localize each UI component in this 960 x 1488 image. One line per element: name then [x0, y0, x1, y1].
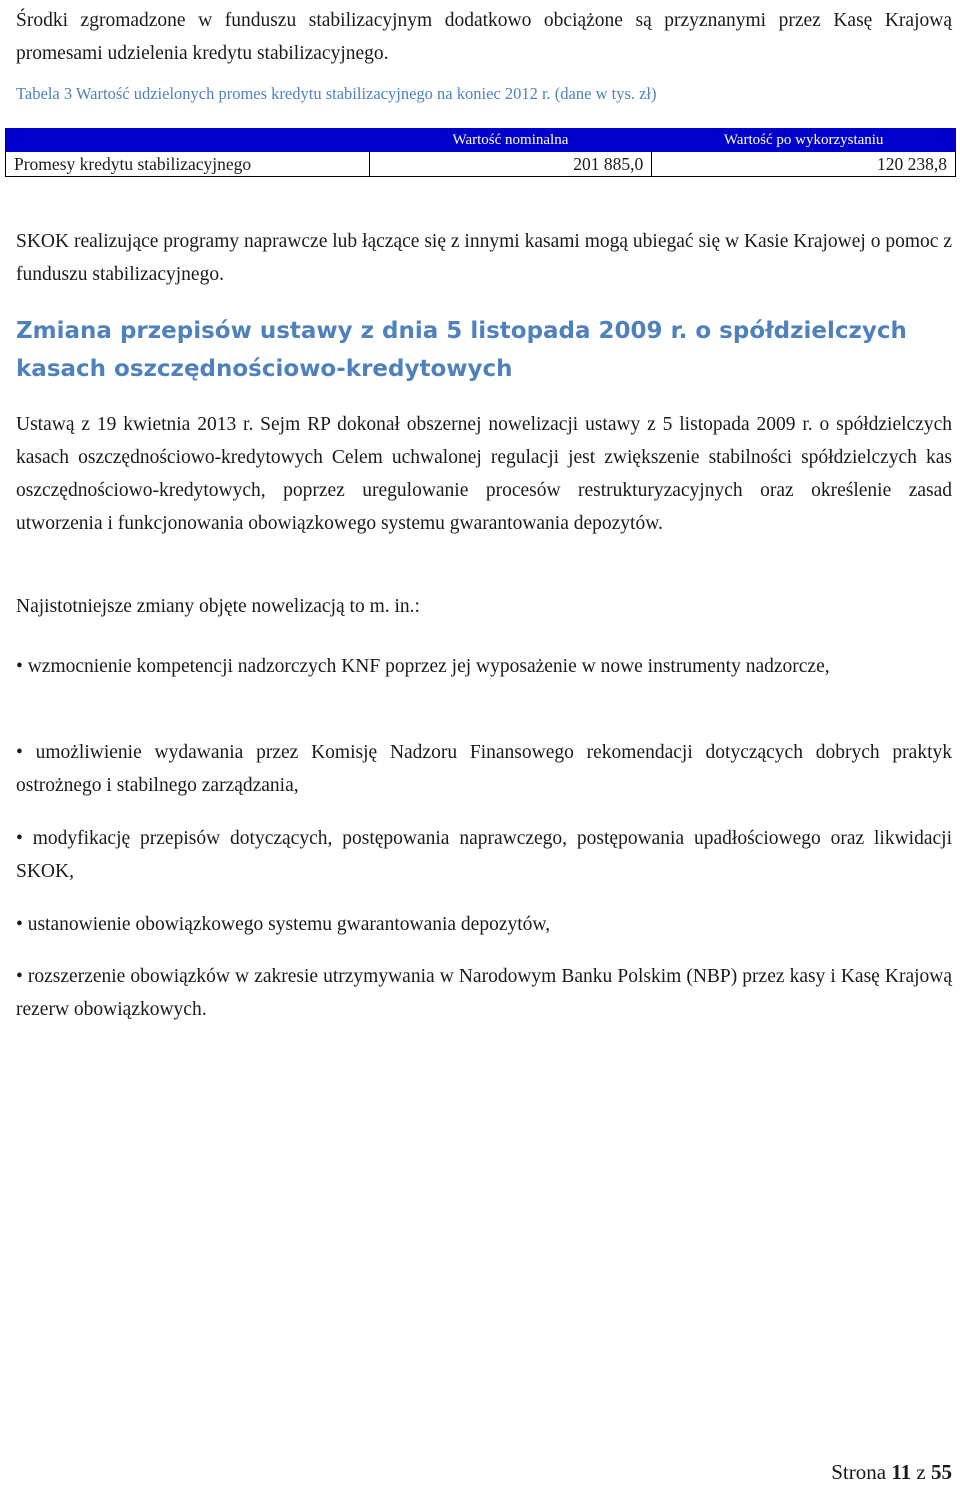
skok-paragraph: SKOK realizujące programy naprawcze lub łączące się z innymi kasami mogą ubiegać się w Kasie Krajowej o pomoc z funduszu stabilizacyjnego.	[16, 231, 952, 285]
list-item	[16, 822, 952, 888]
bullet-icon: •	[16, 742, 23, 763]
table-header-empty	[6, 129, 370, 152]
table-cell-label: Promesy kredytu stabilizacyjnego	[6, 152, 370, 177]
changes-intro: Najistotniejsze zmiany objęte nowelizacją to m. in.:	[16, 596, 420, 617]
list-item	[16, 650, 952, 683]
list-item-text: wzmocnienie kompetencji nadzorczych KNF poprzez jej wyposażenie w nowe instrumenty nadzorcze,	[27, 656, 830, 677]
page-number-total: 55	[931, 1460, 952, 1484]
page-number-current: 11	[891, 1460, 912, 1484]
table-caption: Tabela 3 Wartość udzielonych promes kredytu stabilizacyjnego na koniec 2012 r. (dane w tys. zł)	[16, 84, 657, 103]
table-header-row	[6, 129, 956, 152]
bullet-icon: •	[16, 914, 23, 935]
list-item-text: rozszerzenie obowiązków w zakresie utrzymywania w Narodowym Banku Polskim (NBP) przez kasy i Kasę Krajową rezerw obowiązkowych.	[16, 966, 953, 1020]
page-number	[831, 1460, 952, 1485]
page-number-sep: z	[916, 1460, 926, 1484]
section-heading: Zmiana przepisów ustawy z dnia 5 listopada 2009 r. o spółdzielczych kasach oszczędnościowo-kredytowych	[16, 318, 907, 382]
amendment-paragraph: Ustawą z 19 kwietnia 2013 r. Sejm RP dokonał obszernej nowelizacji ustawy z 5 listopada 2009 r. o spółdzielczych kasach oszczędnościowo-kredytowych Celem uchwalonej regulacji jest zwiększenie stabilności spółdzielczych kas oszczędnościowo-kredytowych, poprzez uregulowanie procesów restrukturyzacyjnych oraz określenie zasad utworzenia i funkcjonowania obowiązkowego systemu gwarantowania depozytów.	[16, 414, 952, 534]
promesy-table	[5, 128, 956, 177]
table-cell-nominal: 201 885,0	[369, 152, 652, 177]
bullet-icon: •	[16, 966, 23, 987]
list-item-text: umożliwienie wydawania przez Komisję Nadzoru Finansowego rekomendacji dotyczących dobrych praktyk ostrożnego i stabilnego zarządzania,	[16, 742, 952, 796]
page-number-label: Strona	[831, 1460, 887, 1484]
table-header-after-use: Wartość po wykorzystaniu	[652, 129, 956, 152]
list-item-text: ustanowienie obowiązkowego systemu gwarantowania depozytów,	[27, 914, 551, 935]
list-item	[16, 908, 952, 941]
intro-paragraph: Środki zgromadzone w funduszu stabilizacyjnym dodatkowo obciążone są przyznanymi przez Kasę Krajową promesami udzielenia kredytu stabilizacyjnego.	[16, 10, 952, 64]
list-item	[16, 736, 952, 802]
bullet-icon: •	[16, 828, 23, 849]
list-item-text: modyfikację przepisów dotyczących, postępowania naprawczego, postępowania upadłościowego oraz likwidacji SKOK,	[16, 828, 952, 882]
table-cell-after-use: 120 238,8	[652, 152, 956, 177]
bullet-icon: •	[16, 656, 23, 677]
list-item	[16, 960, 952, 1026]
table-header-nominal: Wartość nominalna	[369, 129, 652, 152]
table-row	[6, 152, 956, 177]
